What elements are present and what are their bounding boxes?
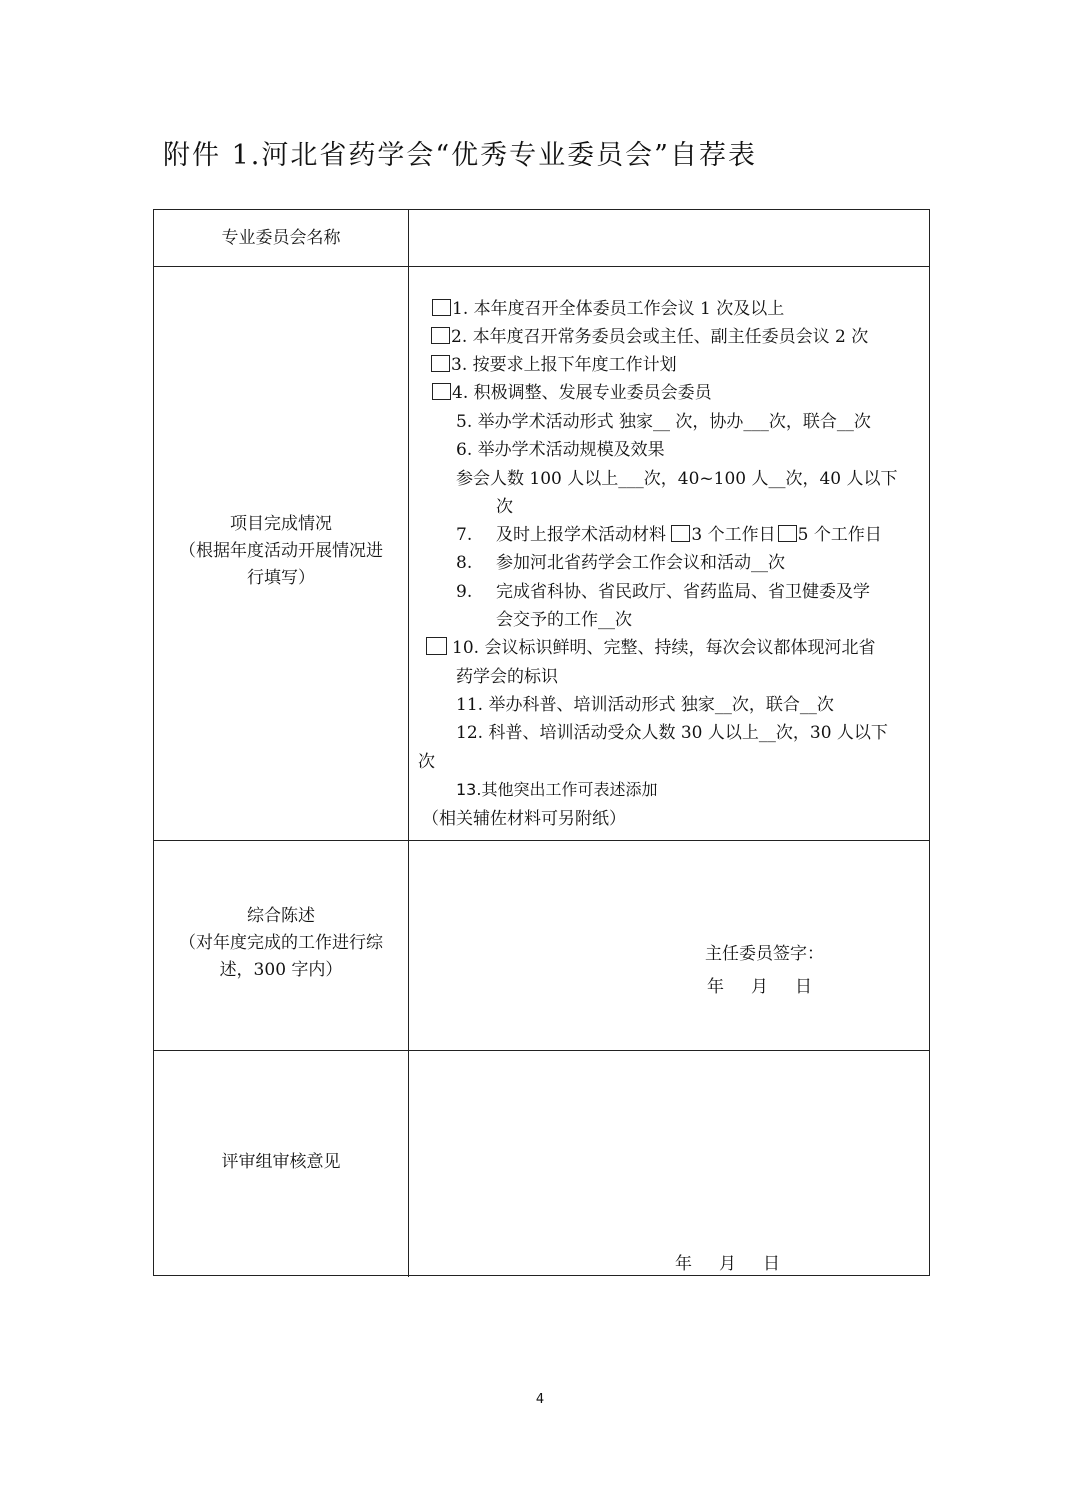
item-2-text: 2. 本年度召开常务委员会或主任、副主任委员会议 2 次 <box>451 327 869 347</box>
item-2-checkbox[interactable] <box>431 327 450 344</box>
row-review <box>154 1051 929 1277</box>
item-7-option2: 5 个工作日 <box>797 525 882 545</box>
item-6-detail-cont: 次 <box>496 497 513 517</box>
director-signature-label: 主任委员签字： <box>705 944 824 964</box>
completion-label-note-cont: 行填写） <box>247 568 315 588</box>
item-1-text: 1. 本年度召开全体委员工作会议 1 次及以上 <box>452 299 785 319</box>
row-summary <box>154 841 929 1051</box>
summary-date: 年 月 日 <box>707 977 813 997</box>
item-3 <box>431 354 677 376</box>
item-4-text: 4. 积极调整、发展专业委员会委员 <box>452 383 712 403</box>
summary-label-note-cont: 述，300 字内） <box>219 960 343 980</box>
item-10-cont: 药学会的标识 <box>456 667 558 687</box>
item-3-text: 3. 按要求上报下年度工作计划 <box>451 355 677 375</box>
item-13: 13.其他突出工作可表述添加 <box>456 780 658 799</box>
item-4-checkbox[interactable] <box>432 383 451 400</box>
review-text-area[interactable] <box>410 1055 925 1245</box>
item-2 <box>431 326 868 348</box>
item-7-option1: 3 个工作日 <box>691 525 776 545</box>
review-date: 年 月 日 <box>675 1254 781 1274</box>
page-number: 4 <box>535 1392 545 1407</box>
item-7 <box>496 524 882 546</box>
column-divider <box>408 1051 409 1277</box>
committee-name-label: 专业委员会名称 <box>221 228 341 248</box>
item-10-text: 10. 会议标识鲜明、完整、持续，每次会议都体现河北省 <box>452 638 876 658</box>
column-divider <box>408 210 409 266</box>
completion-label-title: 项目完成情况 <box>230 514 332 534</box>
completion-label-note: （根据年度活动开展情况进 <box>179 541 383 561</box>
item-5: 5. 举办学术活动形式 独家__ 次，协办___次，联合__次 <box>456 412 871 432</box>
attachment-note: （相关辅佐材料可另附纸） <box>422 809 626 829</box>
form-title: 附件 1.河北省药学会“优秀专业委员会”自荐表 <box>163 140 757 171</box>
item-6: 6. 举办学术活动规模及效果 <box>456 440 665 460</box>
committee-name-field[interactable] <box>410 212 925 262</box>
item-10-checkbox[interactable] <box>426 637 447 655</box>
item-8: 参加河北省药学会工作会议和活动__次 <box>496 553 785 573</box>
item-9-number: 9. <box>456 582 473 602</box>
completion-label <box>154 511 408 592</box>
item-11: 11. 举办科普、培训活动形式 独家__次，联合__次 <box>456 695 834 715</box>
column-divider <box>408 267 409 840</box>
item-7-text: 及时上报学术活动材料 <box>496 525 666 545</box>
item-7-option1-checkbox[interactable] <box>671 525 690 542</box>
item-12-cont: 次 <box>418 752 435 772</box>
item-7-number: 7. <box>456 525 473 545</box>
item-8-number: 8. <box>456 553 473 573</box>
item-9-cont: 会交予的工作__次 <box>496 610 632 630</box>
summary-text-area[interactable] <box>410 845 925 941</box>
row-committee-name <box>154 210 929 267</box>
summary-label-note: （对年度完成的工作进行综 <box>179 933 383 953</box>
column-divider <box>408 841 409 1050</box>
item-7-option2-checkbox[interactable] <box>778 525 797 542</box>
item-1 <box>432 298 784 320</box>
summary-label <box>154 903 408 984</box>
summary-label-title: 综合陈述 <box>247 906 315 926</box>
item-4 <box>432 382 712 404</box>
item-9: 完成省科协、省民政厅、省药监局、省卫健委及学 <box>496 582 870 602</box>
self-recommendation-form <box>153 209 930 1276</box>
review-label: 评审组审核意见 <box>221 1152 341 1172</box>
item-1-checkbox[interactable] <box>432 299 451 316</box>
item-3-checkbox[interactable] <box>431 355 450 372</box>
item-12: 12. 科普、培训活动受众人数 30 人以上__次，30 人以下 <box>456 723 888 743</box>
item-10 <box>426 637 875 659</box>
item-6-detail: 参会人数 100 人以上___次，40~100 人__次，40 人以下 <box>456 469 898 489</box>
row-completion <box>154 267 929 841</box>
